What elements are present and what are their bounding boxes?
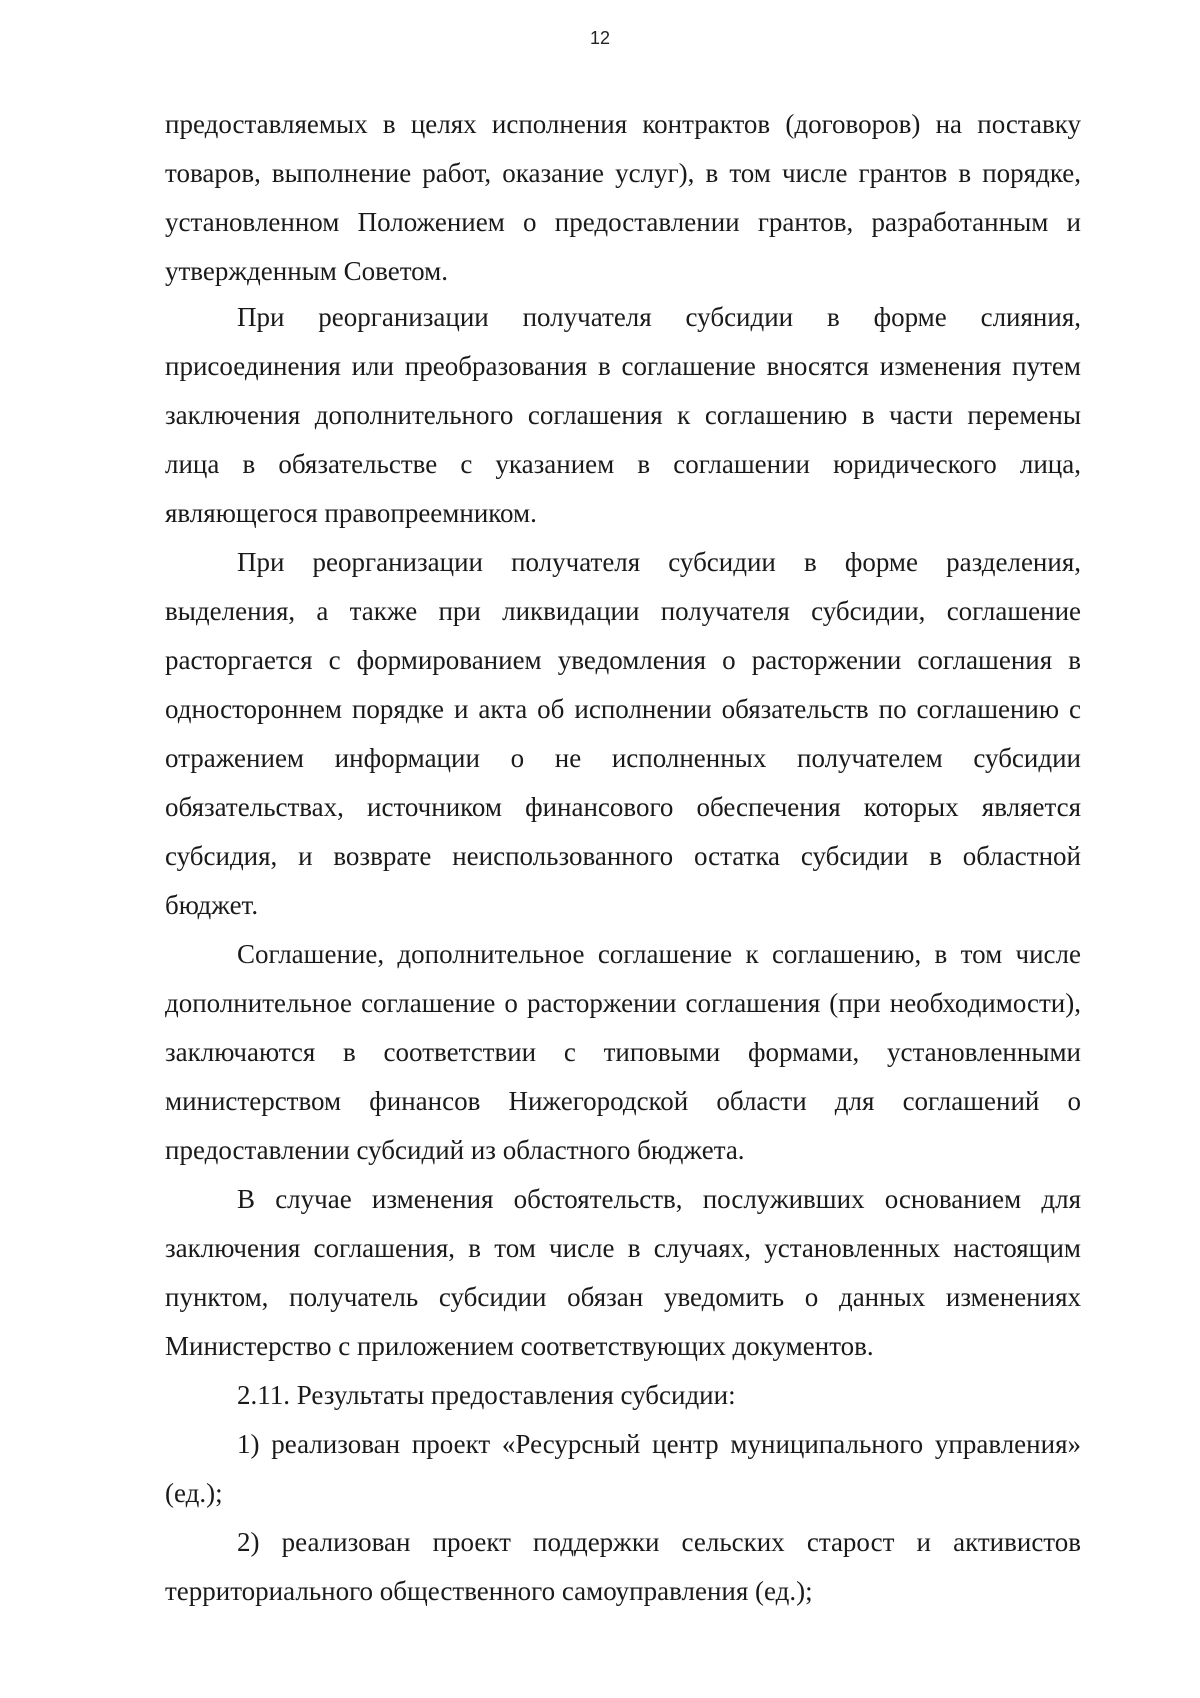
document-body [165, 100, 1081, 1616]
list-item-1: 1) реализован проект «Ресурсный центр муниципального управления» (ед.); [165, 1429, 1081, 1508]
section-heading-2-11: 2.11. Результаты предоставления субсидии: [237, 1380, 736, 1410]
paragraph-agreement-forms: Соглашение, дополнительное соглашение к соглашению, в том числе дополнительное соглашение о расторжении соглашения (при необходимости), заключаются в соответствии с типовыми формами, установленными министерством финансов Нижегородской области для соглашений о предоставлении субсидий из областного бюджета. [165, 939, 1081, 1165]
paragraph-reorganization-division: При реорганизации получателя субсидии в форме разделения, выделения, а также при ликвидации получателя субсидии, соглашение расторгается с формированием уведомления о расторжении соглашения в одностороннем порядке и акта об исполнении обязательств по соглашению с отражением информации о не исполненных получателем субсидии обязательствах, источником финансового обеспечения которых является субсидия, и возврате неиспользованного остатка субсидии в областной бюджет. [165, 547, 1081, 920]
paragraph-continuation: предоставляемых в целях исполнения контрактов (договоров) на поставку товаров, выполнение работ, оказание услуг), в том числе грантов в порядке, установленном Положением о предоставлении грантов, разработанным и утвержденным Советом. [165, 109, 1081, 286]
page-number: 12 [589, 28, 611, 48]
paragraph-change-of-circumstances: В случае изменения обстоятельств, послуживших основанием для заключения соглашения, в том числе в случаях, установленных настоящим пунктом, получатель субсидии обязан уведомить о данных изменениях Министерство с приложением соответствующих документов. [165, 1184, 1081, 1361]
paragraph-reorganization-merger: При реорганизации получателя субсидии в форме слияния, присоединения или преобразования в соглашение вносятся изменения путем заключения дополнительного соглашения к соглашению в части перемены лица в обязательстве с указанием в соглашении юридического лица, являющегося правопреемником. [165, 302, 1081, 528]
list-item-2: 2) реализован проект поддержки сельских старост и активистов территориального общественного самоуправления (ед.); [165, 1527, 1081, 1606]
